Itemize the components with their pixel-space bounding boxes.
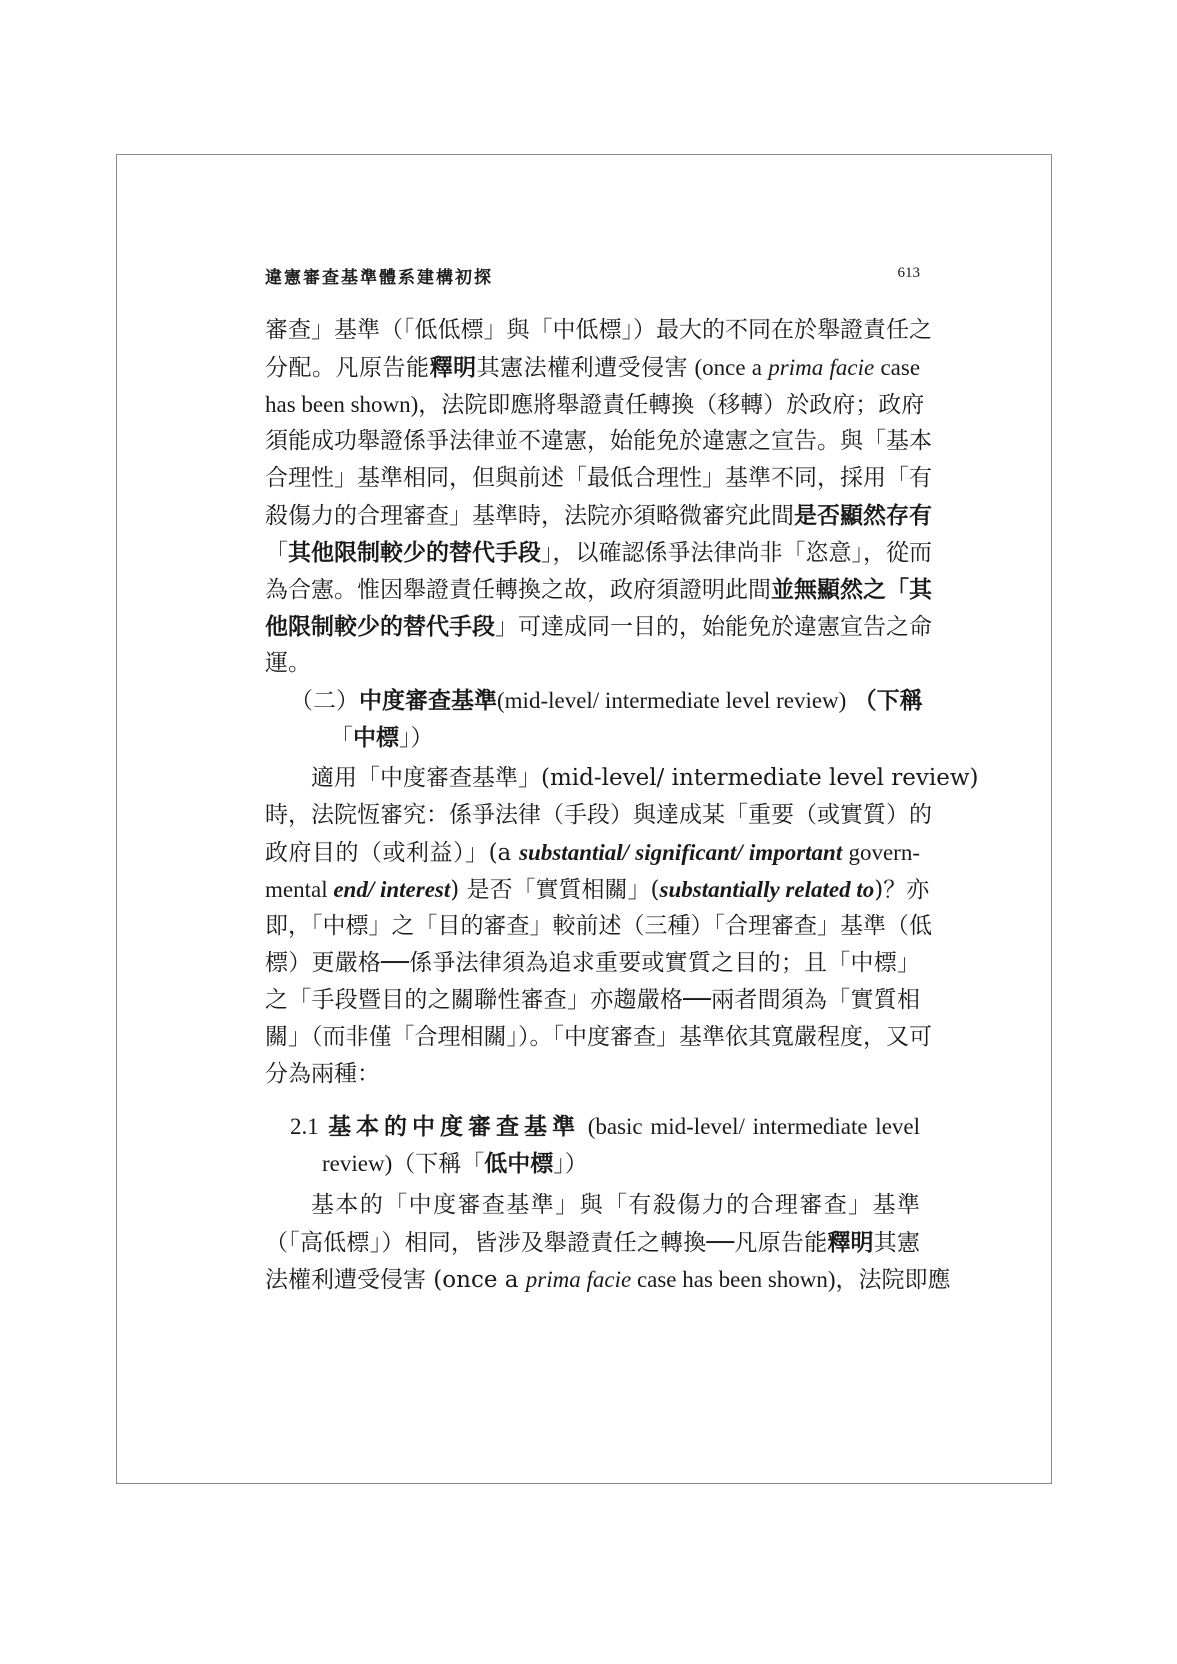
text-line: 「其他限制較少的替代手段」，以確認係爭法律尚非「恣意」，從而	[265, 539, 932, 566]
heading-line: 2.1 基本的中度審查基準 (basic mid-level/ intermediate level	[290, 1113, 921, 1140]
text-line: 關」（而非僅「合理相關」）。「中度審查」基準依其寬嚴程度，又可	[265, 1024, 932, 1050]
page-header	[265, 263, 920, 291]
text-line: 適用「中度審查基準」(mid-level/ intermediate level review)	[311, 765, 979, 791]
text-line: 法權利遭受侵害 (once a prima facie case has been shown)，法院即應	[265, 1267, 951, 1293]
text-line: （「高低標」）相同，皆涉及舉證責任之轉換──凡原告能釋明其憲	[265, 1229, 921, 1256]
text-line: has been shown)，法院即應將舉證責任轉換（移轉）於政府；政府	[265, 392, 925, 417]
running-title: 違憲審查基準體系建構初探	[265, 268, 493, 288]
text-line: 為合憲。惟因舉證責任轉換之故，政府須證明此間並無顯然之「其	[265, 576, 932, 603]
text-line: 基本的「中度審查基準」與「有殺傷力的合理審查」基準	[311, 1192, 920, 1218]
text-line: 合理性」基準相同，但與前述「最低合理性」基準不同，採用「有	[265, 465, 932, 491]
heading-line: （二）中度審查基準(mid-level/ intermediate level review) （下稱	[290, 687, 923, 714]
subsection-heading-2-1-cont: review)（下稱「低中標」）	[322, 1150, 588, 1177]
text-line: 須能成功舉證係爭法律並不違憲，始能免於違憲之宣告。與「基本	[265, 428, 932, 454]
paragraph-2	[265, 760, 979, 1093]
text-line: mental end/ interest) 是否「實質相關」(substantially related to)？亦	[265, 877, 930, 903]
text-line: 標）更嚴格──係爭法律須為追求重要或實質之目的；且「中標」	[265, 950, 920, 976]
paragraph-1	[265, 312, 932, 682]
page-number: 613	[897, 265, 920, 281]
text-line: 之「手段暨目的之關聯性審查」亦趨嚴格──兩者間須為「實質相	[265, 987, 920, 1013]
text-line: 政府目的（或利益）」(a substantial/ significant/ important govern-	[265, 840, 921, 866]
paragraph-3	[265, 1187, 951, 1298]
section-heading-2	[290, 682, 923, 719]
text-line: 即，「中標」之「目的審查」較前述（三種）「合理審查」基準（低	[265, 913, 932, 939]
text-line: 殺傷力的合理審查」基準時，法院亦須略微審究此間是否顯然存有	[265, 502, 932, 529]
text-line: 分為兩種：	[265, 1061, 380, 1087]
text-line: 他限制較少的替代手段」可達成同一目的，始能免於違憲宣告之命	[265, 613, 932, 640]
text-line: 時，法院恆審究：係爭法律（手段）與達成某「重要（或實質）的	[265, 802, 932, 828]
text-line: 運。	[265, 650, 311, 676]
text-line: 分配。凡原告能釋明其憲法權利遭受侵害 (once a prima facie case	[265, 354, 921, 381]
text-line: 審查」基準（「低低標」與「中低標」）最大的不同在於舉證責任之	[265, 317, 932, 343]
subsection-heading-2-1	[290, 1108, 920, 1145]
section-heading-2-cont: 「中標」）	[330, 724, 434, 751]
